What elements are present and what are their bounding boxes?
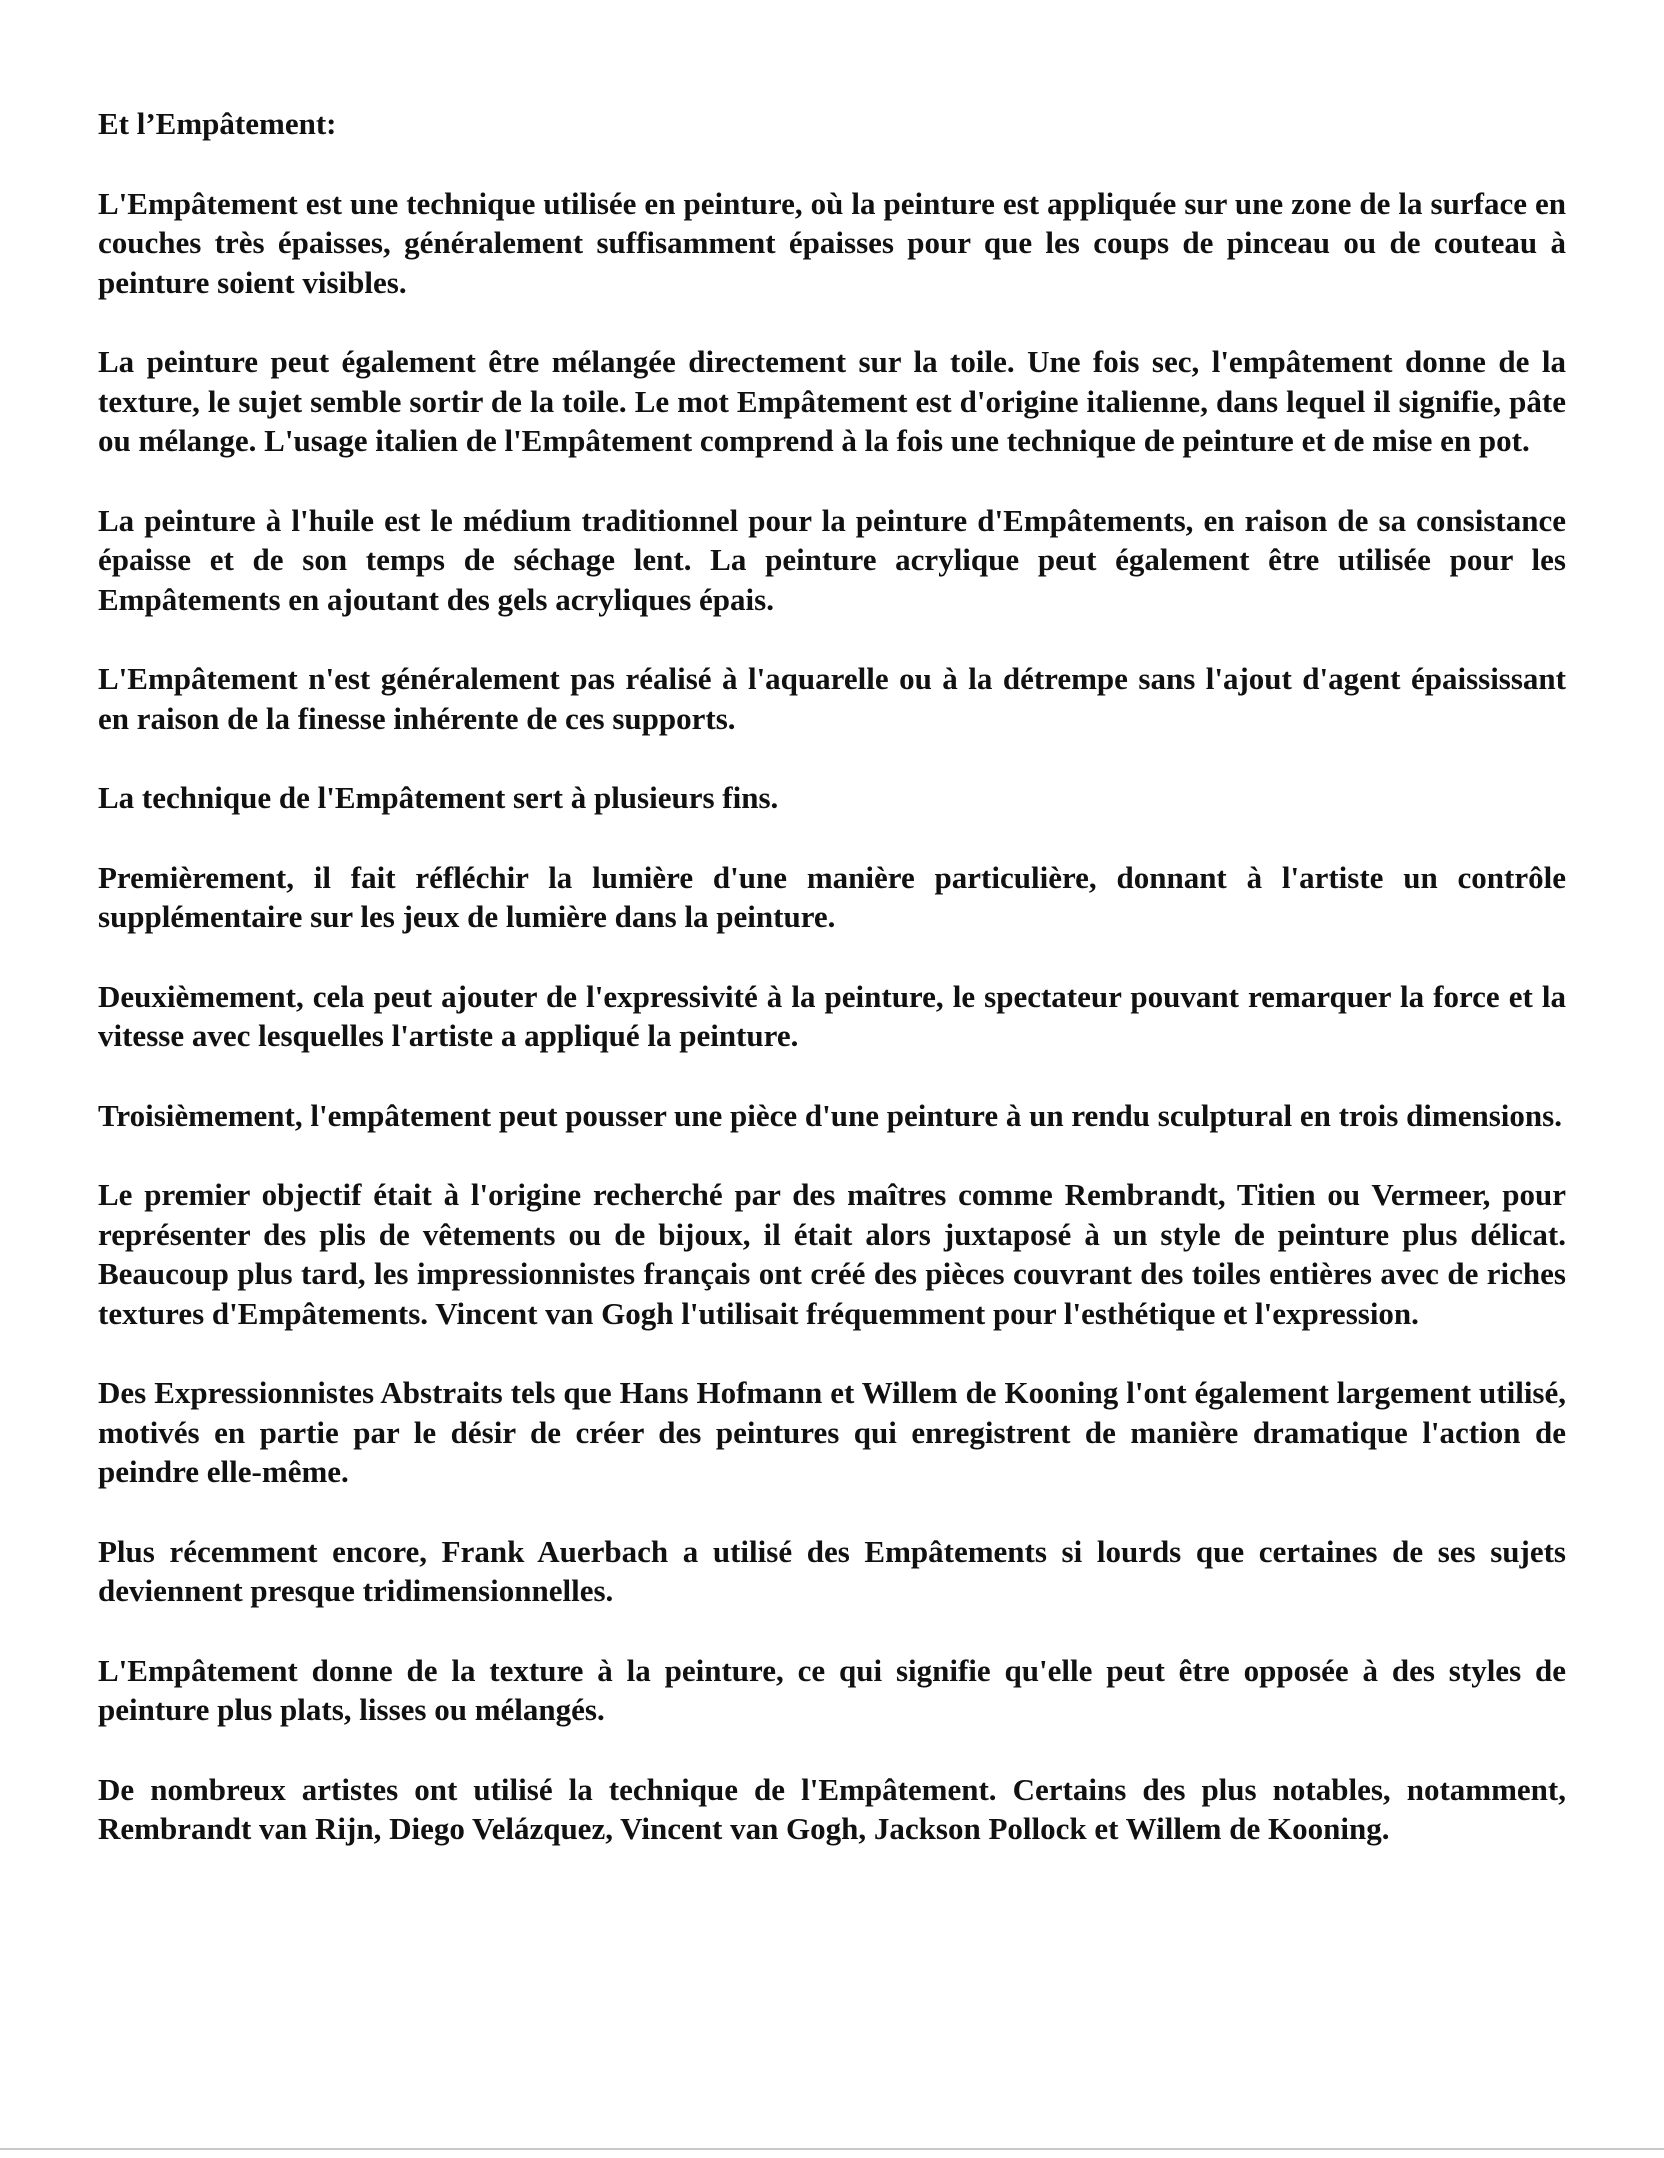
paragraph-artists: De nombreux artistes ont utilisé la technique de l'Empâtement. Certains des plus notables, notamment, Rembrandt van Rijn, Diego Velázquez, Vincent van Gogh, Jackson Pollock et Willem de Kooning.: [98, 1771, 1566, 1846]
paragraph-expressionists: Des Expressionnistes Abstraits tels que Hans Hofmann et Willem de Kooning l'ont également largement utilisé, motivés en partie par le désir de créer des peintures qui enregistrent de manière dramatique l'action de peindre elle-même.: [98, 1375, 1566, 1489]
paragraph-second-purpose: Deuxièmement, cela peut ajouter de l'expressivité à la peinture, le spectateur pouvant remarquer la force et la vitesse avec lesquelles l'artiste a appliqué la peinture.: [98, 978, 1566, 1053]
page-bottom-edge: [0, 2148, 1664, 2150]
paragraph-texture: L'Empâtement donne de la texture à la peinture, ce qui signifie qu'elle peut être opposée à des styles de peinture plus plats, lisses ou mélangés.: [98, 1652, 1566, 1727]
paragraph-third-purpose: Troisièmement, l'empâtement peut pousser une pièce d'une peinture à un rendu sculptural en trois dimensions.: [98, 1097, 1562, 1133]
document-body: [98, 104, 1566, 1849]
paragraph-first-purpose: Premièrement, il fait réfléchir la lumière d'une manière particulière, donnant à l'artiste un contrôle supplémentaire sur les jeux de lumière dans la peinture.: [98, 859, 1566, 934]
paragraph-masters: Le premier objectif était à l'origine recherché par des maîtres comme Rembrandt, Titien ou Vermeer, pour représenter des plis de vêtements ou de bijoux, il était alors juxtaposé à un style de peinture plus délicat. Beaucoup plus tard, les impressionnistes français ont créé des pièces couvrant des toiles entières avec de riches textures d'Empâtements. Vincent van Gogh l'utilisait fréquemment pour l'esthétique et l'expression.: [98, 1177, 1566, 1331]
paragraph-definition: L'Empâtement est une technique utilisée en peinture, où la peinture est appliquée sur une zone de la surface en couches très épaisses, généralement suffisamment épaisses pour que les coups de pinceau ou de couteau à peinture soient visibles.: [98, 185, 1566, 300]
paragraph-origin: La peinture peut également être mélangée directement sur la toile. Une fois sec, l'empâtement donne de la texture, le sujet semble sortir de la toile. Le mot Empâtement est d'origine italienne, dans lequel il signifie, pâte ou mélange. L'usage italien de l'Empâtement comprend à la fois une technique de peinture et de mise en pot.: [98, 344, 1566, 458]
paragraph-medium: La peinture à l'huile est le médium traditionnel pour la peinture d'Empâtements, en raison de sa consistance épaisse et de son temps de séchage lent. La peinture acrylique peut également être utilisée pour les Empâtements en ajoutant des gels acryliques épais.: [98, 502, 1566, 617]
paragraph-watercolor: L'Empâtement n'est généralement pas réalisé à l'aquarelle ou à la détrempe sans l'ajout d'agent épaississant en raison de la finesse inhérente de ces supports.: [98, 661, 1566, 736]
paragraph-auerbach: Plus récemment encore, Frank Auerbach a utilisé des Empâtements si lourds que certaines de ses sujets deviennent presque tridimensionnelles.: [98, 1533, 1566, 1608]
paragraph-purposes: La technique de l'Empâtement sert à plusieurs fins.: [98, 780, 779, 815]
document-title: Et l’Empâtement:: [98, 106, 337, 141]
